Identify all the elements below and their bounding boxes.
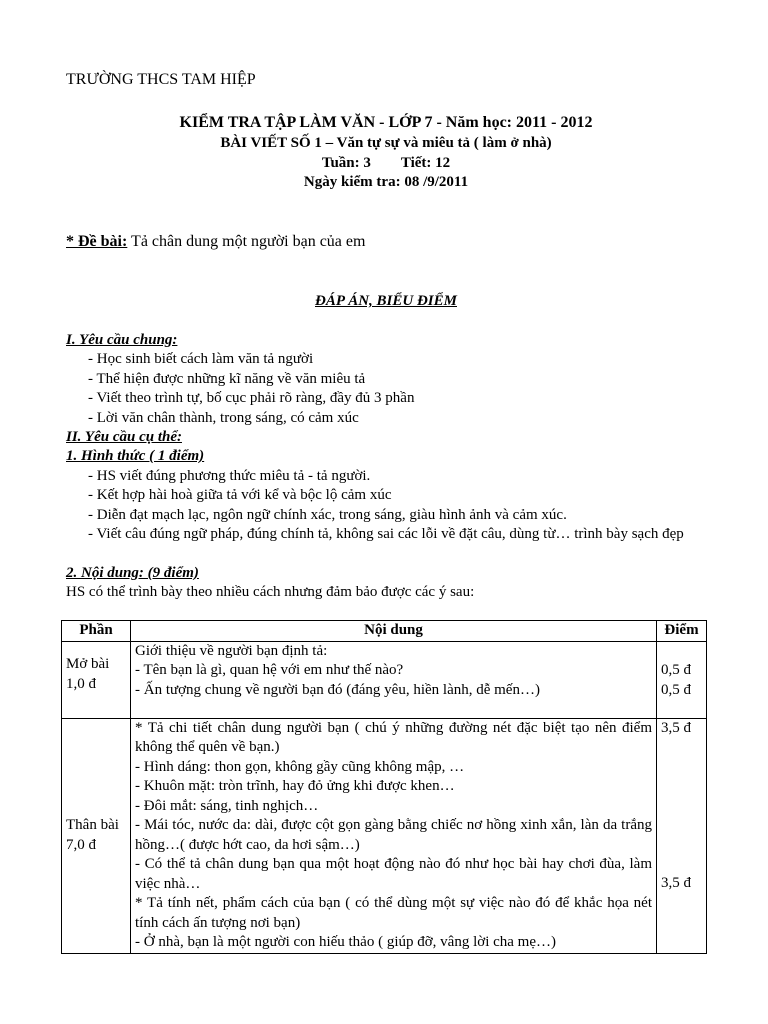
form-item: - Kết hợp hài hoà giữa tả với kể và bộc lộ cảm xúc xyxy=(88,487,392,503)
scoring-table xyxy=(61,620,707,954)
prompt-label: * Đề bài: xyxy=(66,233,128,250)
exam-subtitle: BÀI VIẾT SỐ 1 – Văn tự sự và miêu tả ( làm ở nhà) xyxy=(220,135,552,151)
part-score: 1,0 đ xyxy=(66,675,96,692)
section1-item: - Thể hiện được những kĩ năng về văn miêu tả xyxy=(88,371,366,387)
school-name: TRƯỜNG THCS TAM HIỆP xyxy=(66,71,256,88)
week-label: Tuần: 3 xyxy=(321,155,371,171)
table-header-row xyxy=(62,621,707,642)
content-line: - Tên bạn là gì, quan hệ với em như thế nào? xyxy=(135,662,404,678)
content-line: - Ấn tượng chung về người bạn đó (đáng yêu, hiền lành, dễ mến…) xyxy=(135,681,540,698)
content-line: - Ở nhà, bạn là một người con hiếu thảo ( giúp đỡ, vâng lời cha mẹ…) xyxy=(135,934,556,950)
content-line: Giới thiệu về người bạn định tả: xyxy=(135,642,328,659)
content-line: * Tả chi tiết chân dung người bạn ( chú ý những đường nét đặc biệt tạo nên điểm không thể quên về bạn.) xyxy=(135,719,652,755)
score-cell xyxy=(657,718,707,953)
part-name: Mở bài xyxy=(66,656,110,672)
content-line: - Có thể tả chân dung bạn qua một hoạt động nào đó như học bài hay chơi đùa, làm việc nhà… xyxy=(135,856,652,892)
form-item: - Viết câu đúng ngữ pháp, đúng chính tả, không sai các lỗi về đặt câu, dùng từ… trình bày sạch đẹp xyxy=(88,526,684,542)
part-cell xyxy=(62,718,131,953)
header-score: Điểm xyxy=(657,621,707,642)
prompt-line xyxy=(66,232,365,252)
exam-title: KIỂM TRA TẬP LÀM VĂN - LỚP 7 - Năm học: 2011 - 2012 xyxy=(179,114,593,131)
content-line: - Mái tóc, nước da: dài, được cột gọn gàng bằng chiếc nơ hồng xinh xắn, làn da trắng hồng…( được hớt cao, da hơi sậm…) xyxy=(135,817,652,853)
table-row xyxy=(62,641,707,718)
content-line: * Tả tính nết, phẩm cách của bạn ( có thể dùng một sự việc nào đó để khắc họa nét tính cách ấn tượng nơi bạn) xyxy=(135,895,652,931)
content-line: - Đôi mắt: sáng, tinh nghịch… xyxy=(135,797,319,814)
form-item: - HS viết đúng phương thức miêu tả - tả người. xyxy=(88,468,371,484)
content-cell xyxy=(131,641,657,718)
content-intro: HS có thể trình bày theo nhiều cách nhưng đảm bảo được các ý sau: xyxy=(66,584,475,600)
header-part: Phần xyxy=(62,621,131,642)
section1-title: I. Yêu cầu chung: xyxy=(66,332,178,348)
content-line: - Hình dáng: thon gọn, không gầy cũng không mập, … xyxy=(135,758,465,775)
score-value: 0,5 đ xyxy=(661,662,691,678)
prompt-text: Tả chân dung một người bạn của em xyxy=(131,233,366,250)
content-line: - Khuôn mặt: tròn trĩnh, hay đỏ ửng khi được khen… xyxy=(135,778,455,794)
part-cell xyxy=(62,641,131,718)
week-lesson xyxy=(66,154,706,174)
header-content: Nội dung xyxy=(131,621,657,642)
exam-date: Ngày kiểm tra: 08 /9/2011 xyxy=(303,174,469,190)
lesson-label: Tiết: 12 xyxy=(400,155,451,171)
part-score: 7,0 đ xyxy=(66,836,96,853)
score-cell xyxy=(657,641,707,718)
table-row xyxy=(62,718,707,953)
section2-title: II. Yêu cầu cụ thể: xyxy=(66,429,182,445)
part-name: Thân bài xyxy=(66,817,119,833)
score-value: 3,5 đ xyxy=(661,719,691,736)
score-value: 0,5 đ xyxy=(661,681,691,698)
section1-item: - Viết theo trình tự, bố cục phải rõ ràng, đầy đủ 3 phần xyxy=(88,390,415,406)
section1-item: - Học sinh biết cách làm văn tả người xyxy=(88,351,314,367)
section1-item: - Lời văn chân thành, trong sáng, có cảm xúc xyxy=(88,410,359,426)
answer-title: ĐÁP ÁN, BIỂU ĐIỂM xyxy=(315,293,457,309)
form-item: - Diễn đạt mạch lạc, ngôn ngữ chính xác, trong sáng, giàu hình ảnh và cảm xúc. xyxy=(88,507,567,523)
score-value: 3,5 đ xyxy=(661,875,691,891)
form-title: 1. Hình thức ( 1 điểm) xyxy=(66,448,205,464)
content-cell xyxy=(131,718,657,953)
content-title: 2. Nội dung: (9 điểm) xyxy=(66,565,199,581)
